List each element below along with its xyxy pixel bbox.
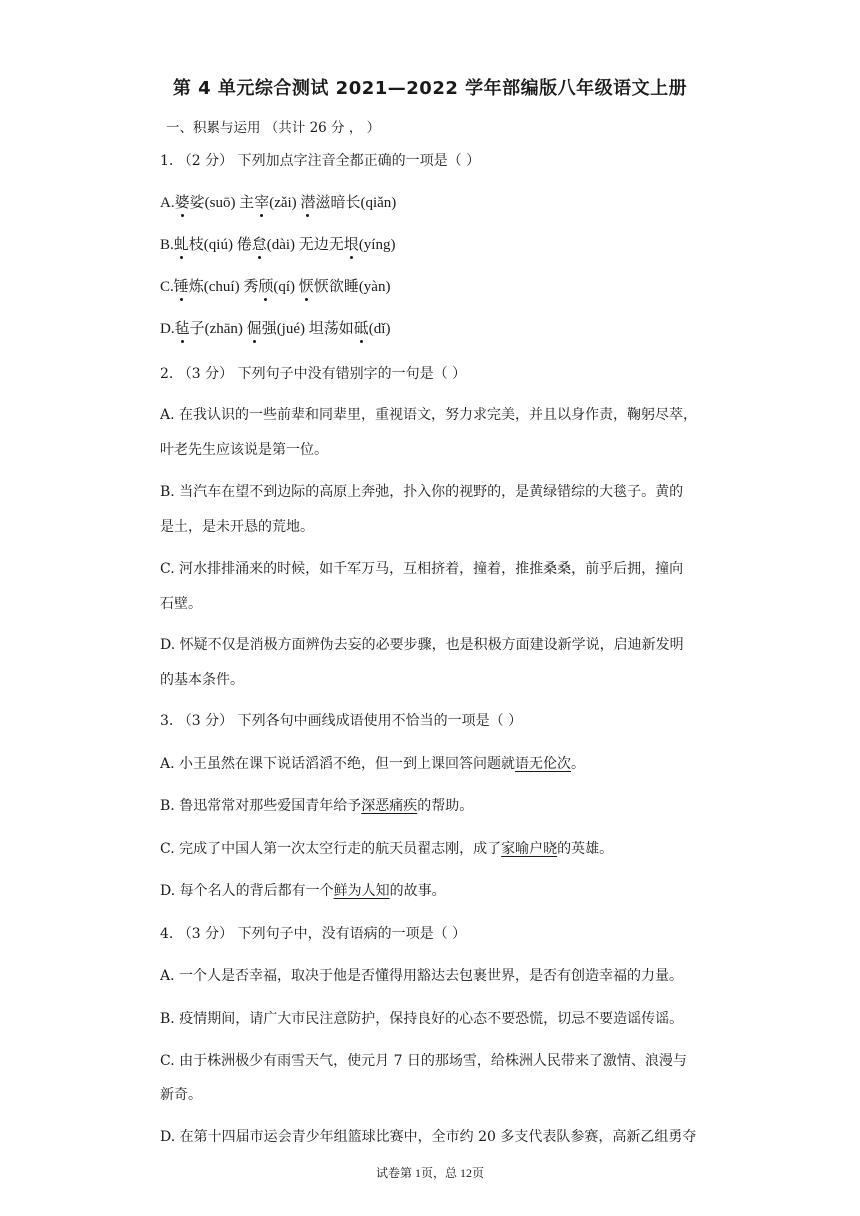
q1-option-b: B.虬枝(qiú) 倦怠(dài) 无边无垠(yíng) (160, 237, 396, 253)
q2-option-b-line2: 是土，是未开恳的荒地。 (160, 519, 314, 535)
q3-d-underlined-idiom: 鲜为人知 (333, 883, 390, 899)
q1-a-dot-2: 宰 (254, 195, 270, 211)
q1-d-dot-2: 倔 (246, 321, 262, 337)
q1-b-dot-1: 虬 (173, 237, 189, 253)
q3-c-underlined-idiom: 家喻户晓 (501, 841, 558, 857)
q1-c-dot-2: 颀 (258, 279, 274, 295)
q4-option-d-line1: D. 在第十四届市运会青少年组篮球比赛中，全市约 20 多支代表队参赛，高新乙组勇夺 (160, 1129, 697, 1145)
q3-option-a: A. 小王虽然在课下说话滔滔不绝，但一到上课回答问题就语无伦次。 (160, 756, 586, 772)
q1-a-dot-3: 潜 (300, 195, 316, 211)
q4-option-c-line1: C. 由于株洲极少有雨雪天气，使元月 7 日的那场雪，给株洲人民带来了激情、浪漫与 (160, 1053, 687, 1069)
q2-option-a-line1: A. 在我认识的一些前辈和同辈里，重视语文，努力求完美，并且以身作责，鞠躬尽萃， (160, 407, 698, 423)
section-heading: 一、积累与运用 （共计 26 分 ， ） (166, 120, 381, 136)
q3-option-d: D. 每个名人的背后都有一个鲜为人知的故事。 (160, 883, 446, 899)
q3-a-underlined-idiom: 语无伦次 (515, 756, 572, 772)
page-title: 第 4 单元综合测试 2021—2022 学年部编版八年级语文上册 (172, 78, 688, 99)
q1-c-dot-1: 锤 (173, 279, 189, 295)
q2-option-c-line2: 石壁。 (160, 596, 202, 612)
q1-a-dot-1: 婆 (174, 195, 190, 211)
q1-d-dot-3: 砥 (353, 321, 369, 337)
question-1-stem: 1. （2 分） 下列加点字注音全都正确的一项是（ ） (160, 153, 481, 169)
q3-option-c: C. 完成了中国人第一次太空行走的航天员翟志刚，成了家喻户晓的英雄。 (160, 841, 614, 857)
q4-option-c-line2: 新奇。 (160, 1087, 202, 1103)
q3-option-b: B. 鲁迅常常对那些爱国青年给予深恶痛疾的帮助。 (160, 798, 474, 814)
q2-option-a-line2: 叶老先生应该说是第一位。 (160, 442, 328, 458)
question-3-stem: 3. （3 分） 下列各句中画线成语使用不恰当的一项是（ ） (160, 713, 523, 729)
q1-b-dot-3: 垠 (343, 237, 359, 253)
question-4-stem: 4. （3 分） 下列句子中，没有语病的一项是（ ） (160, 926, 467, 942)
q2-option-b-line1: B. 当汽车在望不到边际的高原上奔弛，扑入你的视野的，是黄绿错综的大毯子。黄的 (160, 484, 684, 500)
q1-option-a: A.婆娑(suō) 主宰(zǎi) 潜滋暗长(qiǎn) (160, 195, 397, 211)
q1-option-c: C.锤炼(chuí) 秀颀(qí) 恹恹欲睡(yàn) (160, 279, 391, 295)
q1-c-dot-3: 恹 (298, 279, 314, 295)
q3-b-underlined-idiom: 深恶痛疾 (361, 798, 418, 814)
q1-d-dot-1: 毡 (174, 321, 190, 337)
q4-option-b: B. 疫情期间，请广大市民注意防护，保持良好的心态不要恐慌，切忌不要造谣传谣。 (160, 1011, 684, 1027)
q2-option-c-line1: C. 河水排排涌来的时候，如千军万马，互相挤着，撞着，推推桑桑，前乎后拥，撞向 (160, 561, 684, 577)
q2-option-d-line2: 的基本条件。 (160, 672, 244, 688)
page-footer: 试卷第 1页，总 12页 (375, 1166, 484, 1180)
question-2-stem: 2. （3 分） 下列句子中没有错别字的一句是（ ） (160, 366, 467, 382)
q1-option-d: D.毡子(zhān) 倔强(jué) 坦荡如砥(dǐ) (160, 321, 391, 337)
q4-option-a: A. 一个人是否幸福，取决于他是否懂得用豁达去包裹世界，是否有创造幸福的力量。 (160, 968, 684, 984)
q2-option-d-line1: D. 怀疑不仅是消极方面辨伪去妄的必要步骤，也是积极方面建设新学说，启迪新发明 (160, 637, 684, 653)
q1-b-dot-2: 怠 (251, 237, 267, 253)
